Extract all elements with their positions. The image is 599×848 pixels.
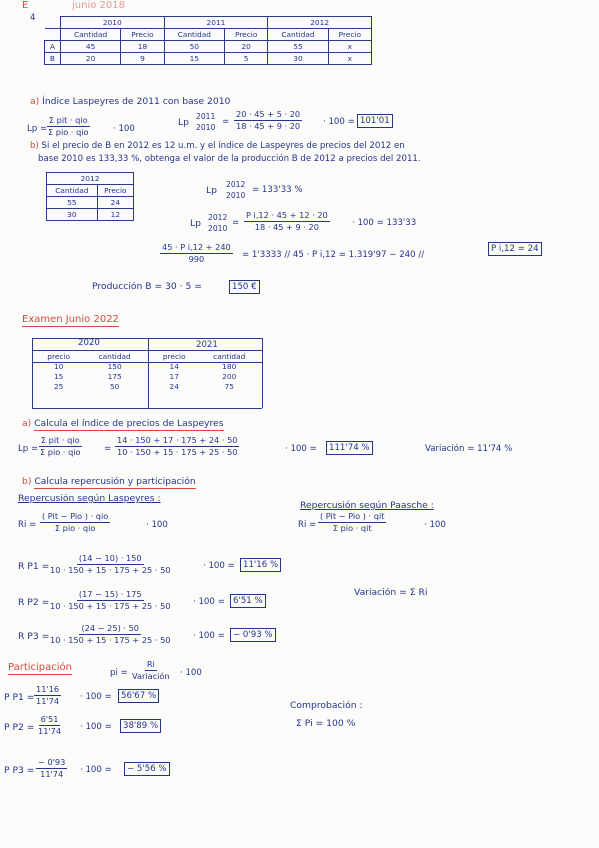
exam2-table-2021 [150, 351, 260, 391]
formula-tail: · 100 = [193, 597, 225, 607]
fraction-numerator: (14 − 10) · 150 [77, 554, 144, 565]
table-cell: 30 [268, 53, 328, 65]
table-cell: 20 [225, 41, 268, 53]
fraction-numerator: 6'51 [39, 715, 61, 726]
formula-tail: · 100 [113, 124, 135, 134]
fraction-denominator: 10 · 150 + 15 · 175 + 25 · 50 [50, 635, 171, 646]
rp2-fraction [48, 590, 172, 611]
exam2-part-b-title [22, 477, 196, 487]
equation-rhs: · 100 = 133'33 [352, 218, 417, 228]
formula-tail: · 100 = [80, 692, 112, 702]
result-box: 150 € [229, 280, 260, 294]
table-row [45, 53, 372, 65]
table-row [150, 381, 260, 391]
fraction-denominator: 18 · 45 + 9 · 20 [236, 121, 301, 132]
formula-tail: · 100 = [285, 444, 317, 454]
table-row [45, 41, 372, 53]
result-box: 101'01 [357, 114, 393, 128]
table-cell: 9 [121, 53, 164, 65]
table-cell: 75 [224, 381, 234, 391]
ri-label: Ri = [298, 520, 317, 530]
table-cell: 5 [225, 53, 268, 65]
table-cell: 45 [60, 41, 120, 53]
result-box: 56'67 % [118, 689, 159, 703]
table-row [34, 361, 146, 371]
table-cell: 14 [169, 361, 179, 371]
equation-rhs: = 1'3333 // 45 · P i,12 = 1.319'97 − 240 // [242, 250, 425, 260]
rp3-fraction [48, 624, 172, 645]
formula-tail: · 100 = [323, 117, 355, 127]
part-text: Si el precio de B en 2012 es 12 u.m. y el índice de Laspeyres de precios del 2012 en [41, 141, 405, 151]
result-box: − 0'93 % [230, 628, 276, 642]
lp-label: Lp [190, 218, 201, 229]
fraction-numerator: − 0'93 [36, 758, 67, 769]
table-cell: 24 [169, 381, 179, 391]
formula-tail: · 100 = [80, 765, 112, 775]
repercussion-laspeyres-title: Repercusión según Laspeyres : [18, 493, 161, 504]
fraction-denominator: Σ pio · qit [332, 523, 372, 534]
equation-rhs: = 133'33 % [252, 185, 303, 195]
pp1-fraction [34, 685, 61, 706]
lp-label: Lp = [18, 444, 39, 454]
exam2-part-a-title [22, 419, 224, 429]
fraction-denominator: 10 · 150 + 15 · 175 + 25 · 50 [117, 447, 238, 458]
ri-laspeyres-fraction [40, 512, 110, 533]
exam1-data-table [44, 16, 372, 65]
pi-label: pi = [110, 668, 128, 678]
table-header: precio [47, 351, 71, 361]
table-row [150, 371, 260, 381]
exam1-part-b-line1 [30, 142, 405, 151]
table-year: 2020 [78, 338, 100, 348]
exam2-table-2020 [34, 351, 146, 391]
table-header: Precio [328, 29, 371, 41]
table-cell: x [328, 53, 371, 65]
table-cell: 50 [164, 41, 224, 53]
fraction-denominator: 18 · 45 + 9 · 20 [254, 222, 319, 233]
lp2011-fraction [234, 110, 302, 131]
exam1-part-b-line2: base 2010 es 133,33 %, obtenga el valor de la producción B de 2012 a precios del 2011. [38, 154, 421, 164]
table-row [47, 209, 134, 221]
fraction-numerator: 11'16 [34, 685, 61, 696]
pi-fraction [130, 660, 172, 681]
fraction-numerator: ( Pit − Pio ) · qit [318, 512, 386, 523]
table-cell: 17 [169, 371, 179, 381]
rp1-fraction [48, 554, 172, 575]
row-label: B [45, 53, 61, 65]
pp3-label: P P3 = [4, 765, 35, 776]
table-row [34, 381, 146, 391]
year-superscript: 2011 [196, 112, 216, 121]
table-header: Precio [121, 29, 164, 41]
table-row [47, 197, 134, 209]
table-year: 2010 [60, 17, 164, 29]
table-year: 2021 [196, 340, 218, 350]
table-cell: 180 [222, 361, 237, 371]
part-title: Índice Laspeyres de 2011 con base 2010 [42, 96, 231, 107]
fraction-denominator: 11'74 [40, 769, 64, 780]
year-superscript: 2012 [208, 213, 228, 222]
formula-tail: · 100 [180, 668, 202, 678]
rp3-label: R P3 = [18, 631, 50, 642]
table-row [150, 361, 260, 371]
ri-paasche-fraction [318, 512, 386, 533]
part-label: a) [22, 418, 32, 429]
fraction-denominator: 10 · 150 + 15 · 175 + 25 · 50 [50, 601, 171, 612]
table-cell: 24 [97, 197, 133, 209]
fraction-numerator: Σ pit · qio [39, 436, 82, 447]
table-cell: 20 [60, 53, 120, 65]
result-box: − 5'56 % [124, 762, 170, 776]
fraction-denominator: 11'74 [38, 726, 62, 737]
pp2-fraction [36, 715, 63, 736]
formula-tail: · 100 = [193, 631, 225, 641]
table-cell: 25 [53, 381, 64, 391]
production-label: Producción B = 30 · 5 = [92, 281, 203, 292]
part-label: b) [22, 476, 32, 487]
variation-text: Variación = 11'74 % [425, 444, 513, 454]
lp-formula-fraction [38, 436, 83, 457]
formula-tail: · 100 [146, 520, 168, 530]
exam1-part-a-title [30, 97, 230, 107]
year-superscript: 2012 [226, 180, 246, 189]
fraction-numerator: (17 − 15) · 175 [77, 590, 144, 601]
table-header: Precio [97, 185, 133, 197]
check-title: Comprobación : [290, 700, 363, 711]
table-header: Precio [225, 29, 268, 41]
result-box: 6'51 % [230, 594, 266, 608]
result-box: 38'89 % [120, 719, 161, 733]
table-cell: 12 [97, 209, 133, 221]
table-cell: 50 [109, 381, 120, 391]
laspeyres-fraction [115, 436, 239, 457]
fraction-denominator: 10 · 150 + 15 · 175 + 25 · 50 [50, 565, 171, 576]
exam1-small-table [46, 172, 134, 221]
table-cell: 150 [107, 361, 122, 371]
price-fraction [160, 243, 233, 264]
rp2-label: R P2 = [18, 597, 50, 608]
fraction-numerator: P i,12 · 45 + 12 · 20 [244, 211, 330, 222]
table-cell: x [328, 41, 371, 53]
equals-sign: = [232, 218, 240, 228]
ri-label: Ri = [18, 520, 37, 530]
lp2011-label: Lp [178, 117, 189, 128]
year-subscript: 2010 [196, 123, 216, 132]
fraction-denominator: Σ pio · qio [48, 127, 89, 138]
equals-sign: = [104, 444, 112, 454]
pp2-label: P P2 = [4, 722, 35, 733]
result-box: P i,12 = 24 [488, 242, 542, 256]
formula-tail: · 100 = [203, 561, 235, 571]
table-cell: 55 [268, 41, 328, 53]
table-row [34, 371, 146, 381]
fraction-denominator: 990 [188, 254, 205, 265]
part-label: b) [30, 141, 39, 151]
table-cell: 18 [121, 41, 164, 53]
exam2-heading: Examen Junio 2022 [22, 314, 119, 325]
formula-tail: · 100 [424, 520, 446, 530]
fraction-numerator: Ri [145, 660, 157, 671]
equals-sign: = [222, 117, 230, 127]
part-label: a) [30, 96, 40, 107]
rp1-label: R P1 = [18, 561, 50, 572]
exam1-smudge: junio 2018 [72, 0, 125, 11]
table-cell: 15 [53, 371, 64, 381]
row-label: A [45, 41, 61, 53]
formula-tail: · 100 = [80, 722, 112, 732]
repercussion-paasche-title: Repercusión según Paasche : [300, 500, 434, 511]
part-title: Calcula repercusión y participación [34, 476, 196, 487]
exam1-heading: E [22, 0, 29, 11]
table-header: Cantidad [268, 29, 328, 41]
exam1-row-number: 4 [30, 13, 36, 23]
table-header: Cantidad [164, 29, 224, 41]
table-year: 2012 [47, 173, 134, 185]
check-equation: Σ Pi = 100 % [296, 718, 356, 729]
table-cell: 30 [47, 209, 98, 221]
table-header: cantidad [213, 351, 246, 361]
table-cell: 10 [53, 361, 64, 371]
fraction-numerator: (24 − 25) · 50 [79, 624, 141, 635]
part-title: Calcula el índice de precios de Laspeyres [34, 418, 224, 429]
table-cell: 15 [164, 53, 224, 65]
table-header: Cantidad [47, 185, 98, 197]
fraction-numerator: 14 · 150 + 17 · 175 + 24 · 50 [115, 436, 239, 447]
table-header: cantidad [98, 351, 131, 361]
table-cell: 175 [107, 371, 122, 381]
lp-label: Lp [206, 185, 217, 196]
fraction-numerator: Σ pit · qio [47, 116, 90, 127]
lp2012-fraction [244, 211, 330, 232]
fraction-denominator: 11'74 [36, 696, 60, 707]
lp-label: Lp = [27, 124, 48, 134]
table-cell: 55 [47, 197, 98, 209]
participation-title: Participación [8, 662, 73, 673]
fraction-numerator: ( Pit − Pio ) · qio [40, 512, 110, 523]
fraction-denominator: Variación [132, 671, 170, 682]
fraction-numerator: 20 · 45 + 5 · 20 [234, 110, 302, 121]
fraction-denominator: Σ pio · qio [54, 523, 96, 534]
result-box: 111'74 % [326, 441, 373, 455]
fraction-numerator: 45 · P i,12 + 240 [160, 243, 233, 254]
pp1-label: P P1 = [4, 692, 35, 703]
fraction-denominator: Σ pio · qio [40, 447, 81, 458]
lp-formula-fraction [46, 116, 91, 137]
variation-sum-text: Variación = Σ Ri [354, 587, 428, 598]
pp3-fraction [36, 758, 67, 779]
year-subscript: 2010 [226, 191, 246, 200]
table-header: Cantidad [60, 29, 120, 41]
table-header: precio [162, 351, 186, 361]
table-year: 2011 [164, 17, 268, 29]
table-year: 2012 [268, 17, 372, 29]
table-cell: 200 [222, 371, 237, 381]
year-subscript: 2010 [208, 224, 228, 233]
result-box: 11'16 % [240, 558, 281, 572]
